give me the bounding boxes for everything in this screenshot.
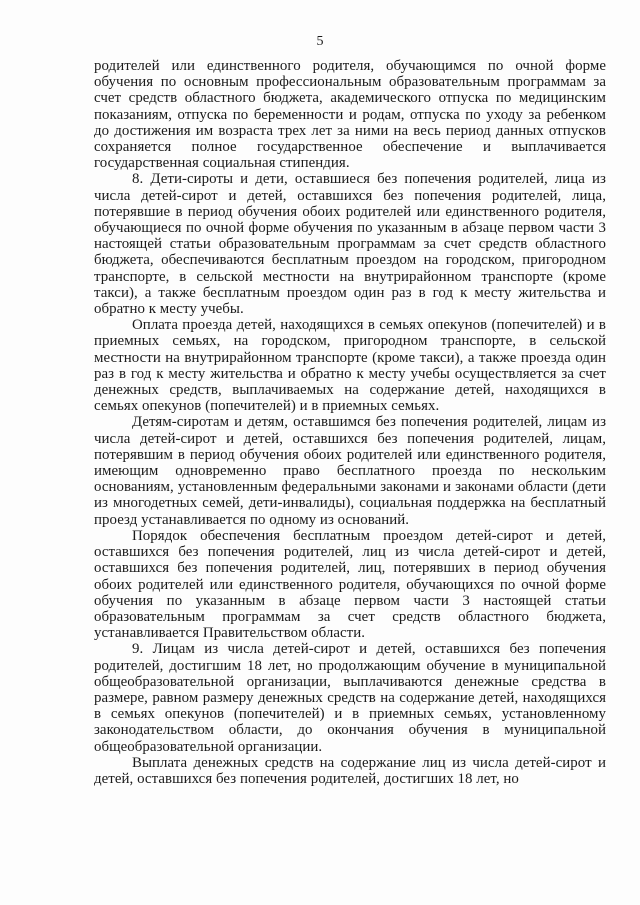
paragraph-continuation: родителей или единственного родителя, обучающимся по очной форме обучения по основным профессиональным образовательным программам за счет средств областного бюджета, академического отпуска по медицинским показаниям, отпуска по беременности и родам, отпуска по уходу за ребенком до достижения им возраста трех лет за ними на весь период данных отпусков сохраняется полное государственное обеспечение и выплачивается государственная социальная стипендия.: [94, 58, 606, 172]
paragraph-payment: Выплата денежных средств на содержание лиц из числа детей-сирот и детей, оставшихся без попечения родителей, достигших 18 лет, но: [94, 754, 606, 787]
paragraph-travel-payment: Оплата проезда детей, находящихся в семьях опекунов (попечителей) и в приемных семьях, на городском, пригородном транспорте, в сельской местности на внутрирайонном транспорте (кроме такси), а также проезда один раз в год к месту жительства и обратно к месту учебы осуществляется за счет денежных средств, выплачиваемых на содержание детей, находящихся в семьях опекунов (попечителей) и в приемных семьях.: [94, 317, 606, 415]
page-number: 5: [316, 34, 324, 49]
paragraph-procedure: Порядок обеспечения бесплатным проездом детей-сирот и детей, оставшихся без попечения родителей, лиц из числа детей-сирот и детей, оставшихся без попечения родителей, лиц, потерявших в период обучения обоих родителей или единственного родителя, обучающихся по очной форме обучения по указанным в абзаце первом части 3 настоящей статьи образовательным программам за счет средств областного бюджета, устанавливается Правительством области.: [94, 527, 606, 642]
paragraph-item-8: 8. Дети-сироты и дети, оставшиеся без попечения родителей, лица из числа детей-сирот и детей, оставшихся без попечения родителей, лица, потерявшие в период обучения обоих родителей или единственного родителя, обучающиеся по очной форме обучения по указанным в абзаце первом части 3 настоящей статьи образовательным программам за счет средств областного бюджета, обеспечиваются бесплатным проездом на городском, пригородном транспорте, в сельской местности на внутрирайонном транспорте (кроме такси), а также бесплатным проездом один раз в год к месту жительства и обратно к месту учебы.: [94, 171, 606, 318]
document-body: [94, 58, 606, 787]
paragraph-item-9: 9. Лицам из числа детей-сирот и детей, оставшихся без попечения родителей, достигшим 18 лет, но продолжающим обучение в муниципальной общеобразовательной организации, выплачиваются денежные средства в размере, равном размеру денежных средств на содержание детей, находящихся в семьях опекунов (попечителей) и в приемных семьях, установленному законодательством области, до окончания обучения в муниципальной общеобразовательной организации.: [94, 641, 606, 755]
paragraph-multiple-grounds: Детям-сиротам и детям, оставшимся без попечения родителей, лицам из числа детей-сирот и детей, оставшихся без попечения родителей, лицам, потерявшим в период обучения обоих родителей или единственного родителя, имеющим одновременно право бесплатного проезда по нескольким основаниям, установленным федеральными законами и законами области (дети из многодетных семей, дети-инвалиды), социальная поддержка на бесплатный проезд устанавливается по одному из оснований.: [94, 414, 606, 528]
